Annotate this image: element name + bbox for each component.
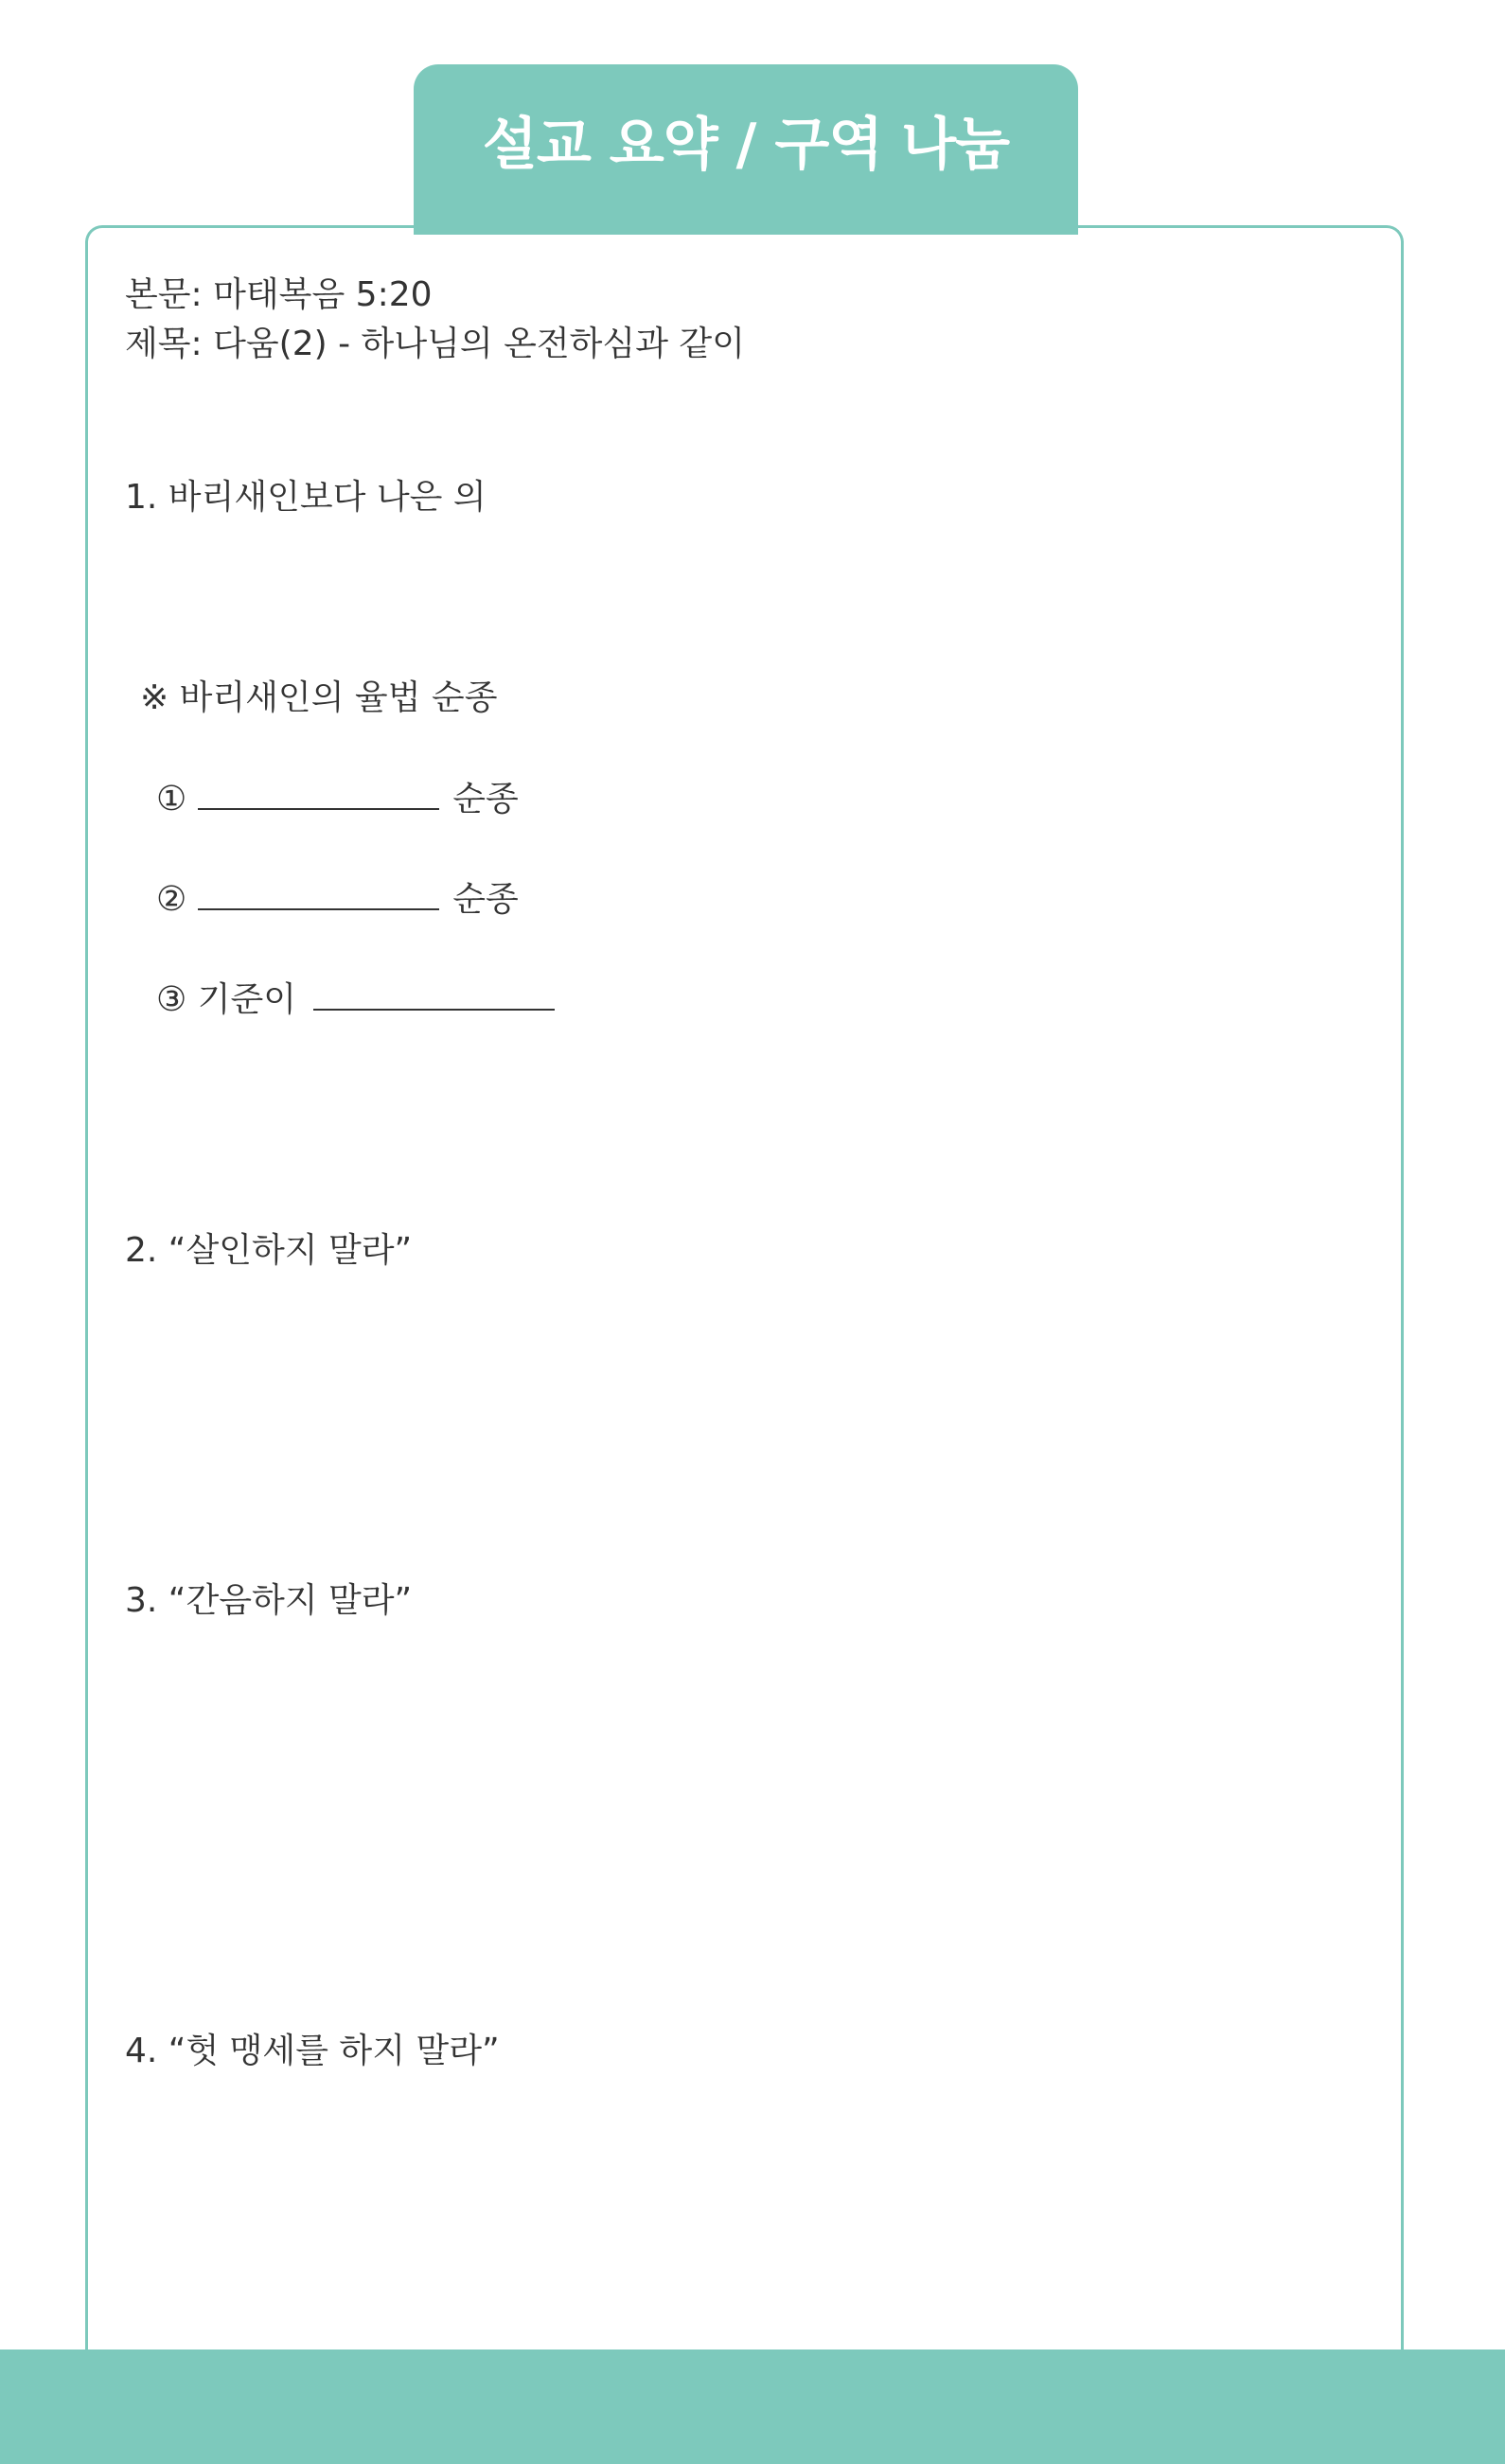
note-item-2-suffix: 순종 (452, 880, 519, 919)
section-3-heading: 3. “간음하지 말라” (125, 1581, 413, 1620)
note-item-2-blank (198, 882, 439, 910)
note-heading: ※ 바리새인의 율법 순종 (140, 678, 498, 717)
section-4-heading: 4. “헛 맹세를 하지 말라” (125, 2032, 500, 2070)
sermon-title-line: 제목: 다움(2) - 하나님의 온전하심과 같이 (125, 325, 745, 363)
note-item-1-suffix: 순종 (452, 780, 519, 818)
note-item-1-marker: ① (156, 780, 187, 818)
note-item-3-prefix: 기준이 (197, 980, 297, 1019)
note-item-2-marker: ② (156, 880, 187, 919)
bottom-band (0, 2350, 1505, 2464)
section-1-heading: 1. 바리새인보다 나은 의 (125, 478, 487, 517)
page-title: 설교 요약 / 구역 나눔 (482, 112, 1010, 178)
note-item-1-blank (198, 782, 439, 810)
note-item-3 (156, 982, 555, 1017)
note-item-3-marker: ③ (156, 980, 187, 1019)
note-item-2 (156, 882, 519, 917)
section-2-heading: 2. “살인하지 말라” (125, 1231, 413, 1270)
note-item-3-blank (313, 982, 555, 1011)
note-item-1 (156, 782, 519, 817)
scripture-line: 본문: 마태복음 5:20 (125, 275, 433, 314)
